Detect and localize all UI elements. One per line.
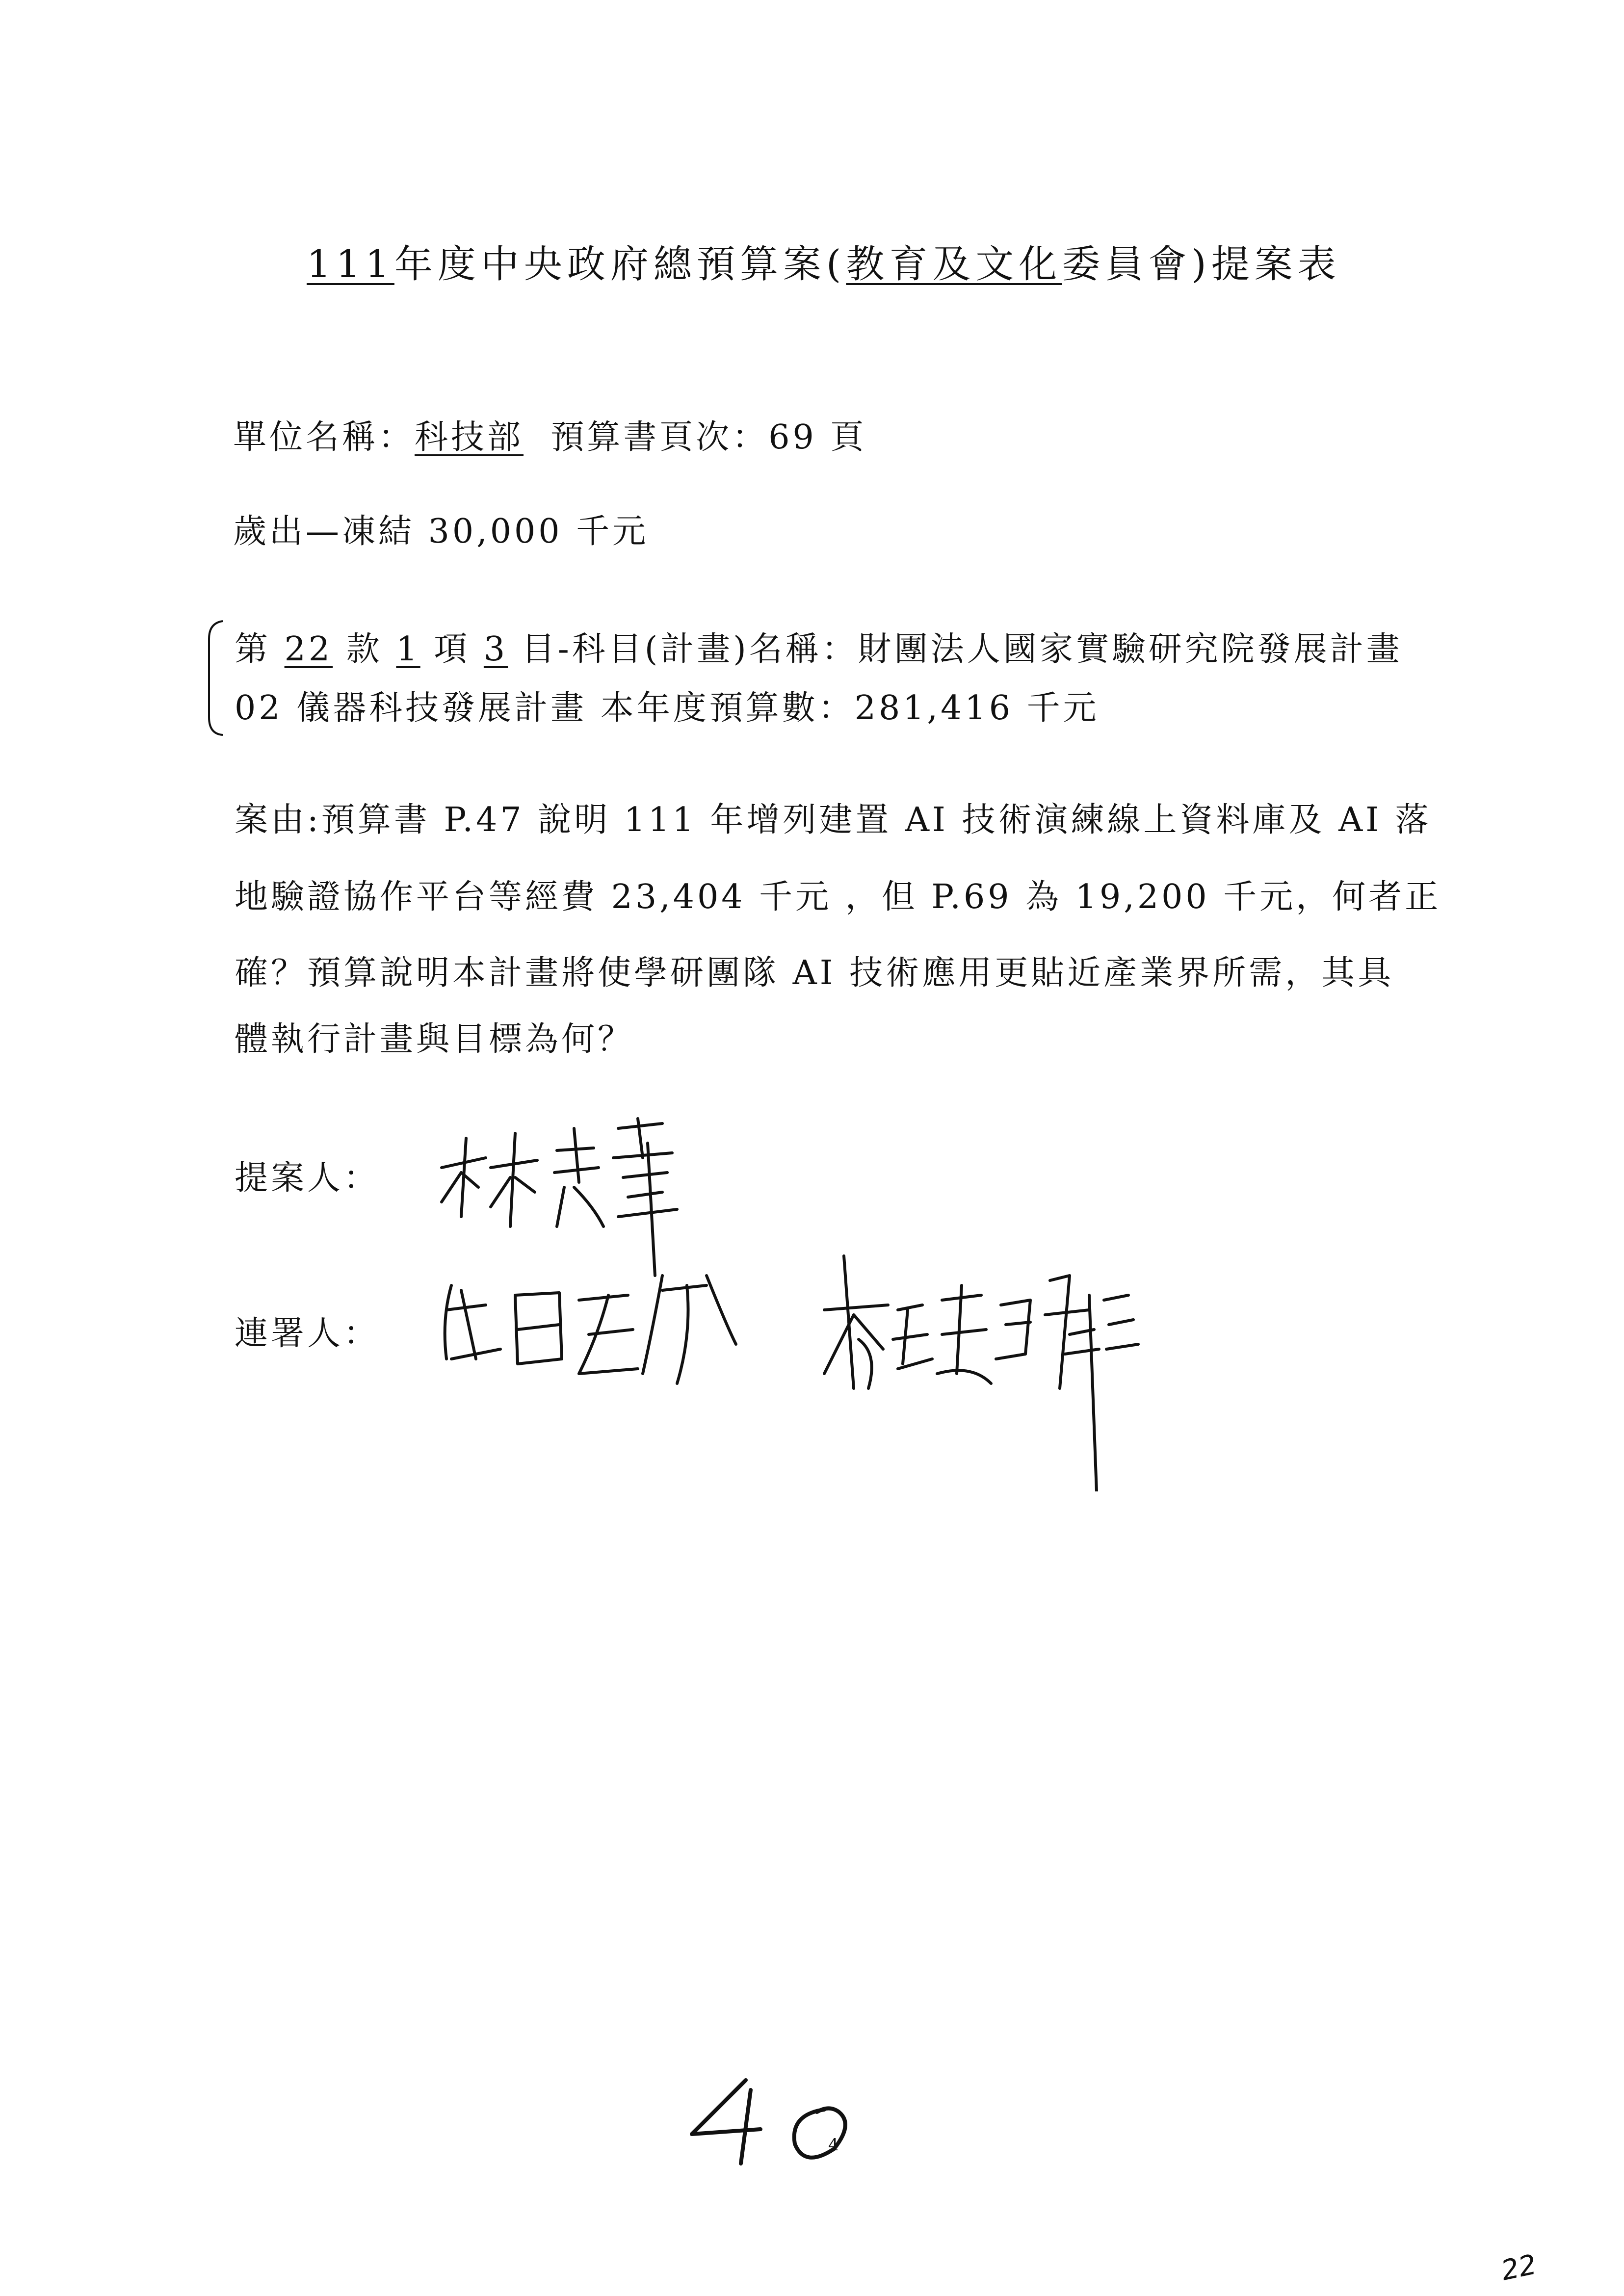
reason-line-4: 體執行計畫與目標為何？ [235, 1020, 634, 1059]
item-mu: 3 [483, 630, 508, 669]
page-title [307, 242, 1341, 287]
title-year: 111 [307, 242, 394, 287]
reason-line-3: 確？預算說明本計畫將使學研團隊 AI 技術應用更貼近產業界所需，其具 [235, 954, 1394, 992]
freeze-line: 歲出—凍結 30,000 千元 [233, 512, 649, 551]
item-kuan-label: 款 [333, 630, 396, 669]
item-prefix: 第 [235, 630, 285, 669]
small-page-number: 4 [828, 2135, 842, 2155]
unit-name: 科技部 [415, 418, 524, 457]
item-kuan: 22 [284, 630, 333, 669]
item-xiang: 1 [396, 630, 420, 669]
reason-line-2: 地驗證協作平台等經費 23,404 千元 ，但 P.69 為 19,200 千元，何者正 [235, 878, 1441, 916]
corner-mark: 22 [1498, 2248, 1540, 2287]
item-xiang-label: 項 [420, 630, 484, 669]
unit-label: 單位名稱： [233, 418, 415, 457]
unit-line [233, 418, 867, 457]
item-bracket [205, 619, 225, 737]
budget-page-label: 預算書頁次：69 頁 [550, 418, 867, 457]
title-part1: 年度中央政府總預算案( [394, 242, 846, 287]
item-line-2: 02 儀器科技發展計畫 本年度預算數：281,416 千元 [235, 689, 1100, 728]
item-line-1 [235, 630, 1403, 669]
title-part2: 委員會)提案表 [1062, 242, 1341, 287]
cosigner-signature-2 [814, 1226, 1158, 1491]
proposer-label: 提案人： [235, 1159, 380, 1198]
reason-line-1: 案由:預算書 P.47 說明 111 年增列建置 AI 技術演練線上資料庫及 AI 落 [235, 801, 1432, 839]
handwritten-page-number [677, 2070, 883, 2168]
title-committee: 教育及文化 [846, 242, 1062, 287]
item-name: 目-科目(計畫)名稱：財團法人國家實驗研究院發展計畫 [508, 630, 1403, 669]
cosigner-signature-1 [432, 1246, 775, 1418]
cosigner-label: 連署人： [235, 1314, 380, 1353]
